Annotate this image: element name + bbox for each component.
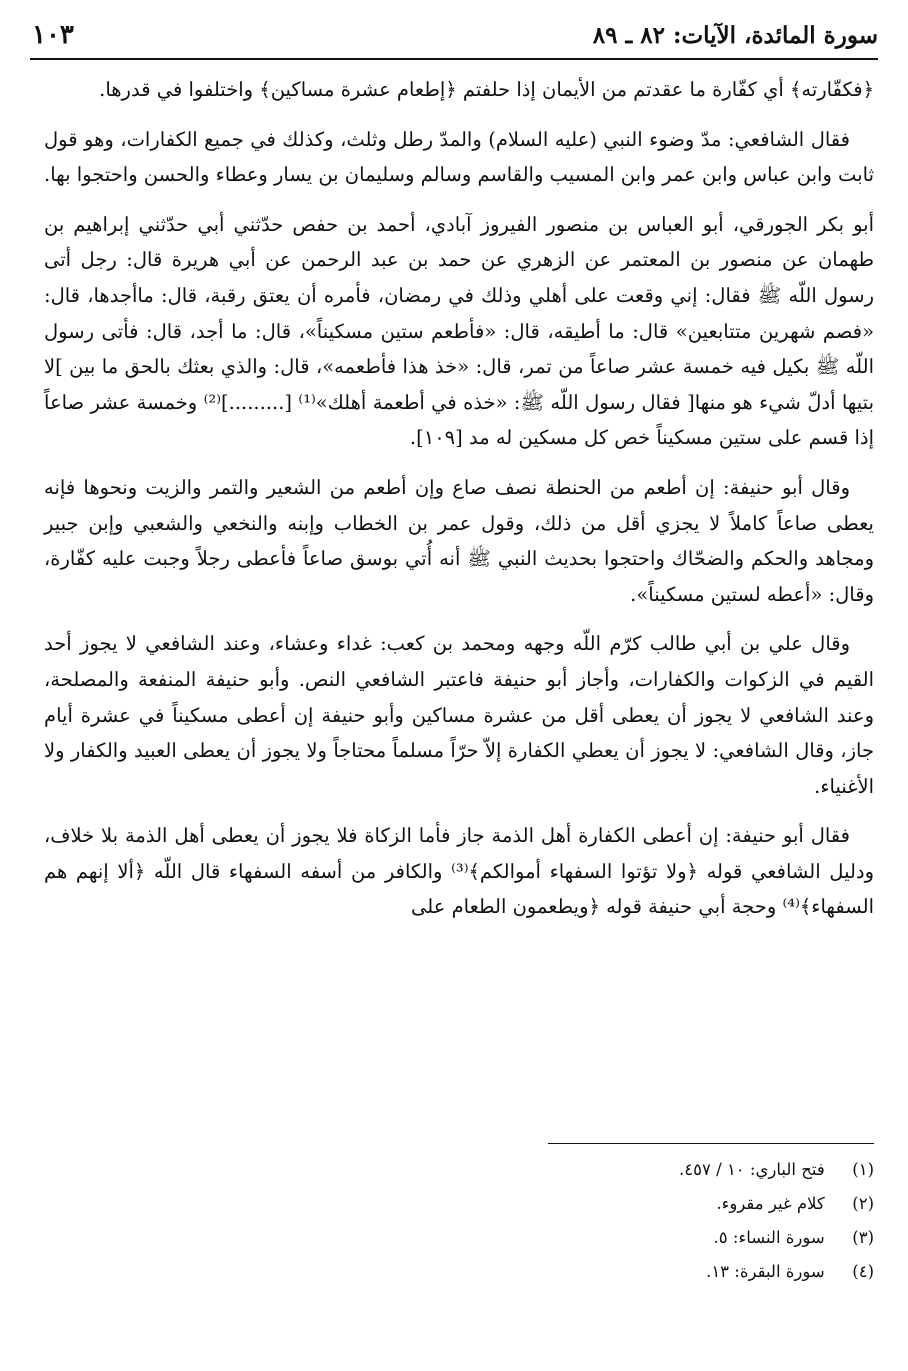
footnote-text: كلام غير مقروء. bbox=[716, 1194, 825, 1213]
footnote-text: فتح الباري: ١٠ / ٤٥٧. bbox=[679, 1160, 825, 1179]
footnote-text: سورة النساء: ٥. bbox=[713, 1228, 825, 1247]
footnote-text: سورة البقرة: ١٣. bbox=[706, 1262, 825, 1281]
footnote-number: (٤) bbox=[852, 1262, 874, 1281]
paragraph: فقال أبو حنيفة: إن أعطى الكفارة أهل الذمة جاز فأما الزكاة فلا يجوز أن يعطى أهل الذمة بلا خلاف، ودليل الشافعي قوله ﴿ولا تؤتوا السفهاء أموالكم﴾⁽³⁾ والكافر من أسفه السفهاء قال اللّه ﴿ألا إنهم هم السفهاء﴾⁽⁴⁾ وحجة أبي حنيفة قوله ﴿ويطعمون الطعام على bbox=[44, 824, 874, 919]
footnote bbox=[44, 1187, 874, 1221]
footnote-number: (١) bbox=[852, 1160, 874, 1179]
page-header bbox=[30, 14, 878, 60]
paragraph: أبو بكر الجورقي، أبو العباس بن منصور الفيروز آبادي، أحمد بن حفص حدّثني أبي حدّثني إبراهيم بن طهمان عن منصور بن المعتمر عن الزهري عن حمد بن عبد الرحمن عن أبي هريرة قال: رجل أتى رسول اللّه ﷺ فقال: إني وقعت على أهلي وذلك في رمضان، فأمره أن يعتق رقبة، قال: ماأجدها، قال: «فصم شهرين متتابعين» قال: ما أطيقه، قال: «فأطعم ستين مسكيناً»، قال: ما أجد، قال: فأتى رسول اللّه ﷺ بكيل فيه خمسة عشر صاعاً من تمر، قال: «خذ هذا فأطعمه»، قال: والذي بعثك بالحق ما بين ]لا بتيها أدلّ شيء هو منها[ فقال رسول اللّه ﷺ: «خذه في أطعمة أهلك»⁽¹⁾ [.........]⁽²⁾ وخمسة عشر صاعاً إذا قسم على ستين مسكيناً خص كل مسكين له مد [١٠٩]. bbox=[44, 212, 874, 450]
page-number: ١٠٣ bbox=[32, 20, 74, 50]
paragraph: وقال أبو حنيفة: إن أطعم من الحنطة نصف صاع وإن أطعم من الشعير والتمر والزيت ونحوها فإنه يعطى صاعاً كاملاً لا يجزي أقل من ذلك، وقول عمر بن الخطاب وإبنه والنخعي والشعبي وإبن جبير ومجاهد والحكم والضحّاك واحتجوا بحديث النبي ﷺ أنه أُتي بوسق صاعاً فأعطى رجلاً وجبت عليه كفّارة، وقال: «أعطه لستين مسكيناً». bbox=[44, 475, 874, 606]
footnote bbox=[44, 1153, 874, 1187]
footnote bbox=[44, 1255, 874, 1289]
main-text bbox=[44, 72, 874, 939]
footnote-number: (٢) bbox=[852, 1194, 874, 1213]
paragraph: فقال الشافعي: مدّ وضوء النبي (عليه السلام) والمدّ رطل وثلث، وكذلك في جميع الكفارات، وهو قول ثابت وابن عباس وابن عمر وابن المسيب والقاسم وسالم وسليمان بن يسار وعطاء والحسن واحتجوا بها. bbox=[44, 127, 874, 187]
running-title: سورة المائدة، الآيات: ٨٢ ـ ٨٩ bbox=[592, 22, 878, 49]
footnotes bbox=[44, 1153, 874, 1289]
footnote bbox=[44, 1221, 874, 1255]
footnote-divider bbox=[548, 1143, 874, 1144]
footnote-number: (٣) bbox=[852, 1228, 874, 1247]
paragraph: ﴿فكفّارته﴾ أي كفّارة ما عقدتم من الأيمان إذا حلفتم ﴿إطعام عشرة مساكين﴾ واختلفوا في قدرها. bbox=[99, 78, 874, 101]
paragraph: وقال علي بن أبي طالب كرّم اللّه وجهه ومحمد بن كعب: غداء وعشاء، وعند الشافعي لا يجوز أحد القيم في الزكوات والكفارات، وأجاز أبو حنيفة فاعتبر الشافعي النص. وأبو حنيفة المنفعة والمصلحة، وعند الشافعي لا يجوز أن يعطى أقل من عشرة مساكين وأبو حنيفة إن أعطى مسكيناً في عشرة أيام جاز، وقال الشافعي: لا يجوز أن يعطي الكفارة إلاّ حرّاً مسلماً محتاجاً ولا يجوز أن يعطى العبيد والكفار ولا الأغنياء. bbox=[44, 632, 874, 798]
